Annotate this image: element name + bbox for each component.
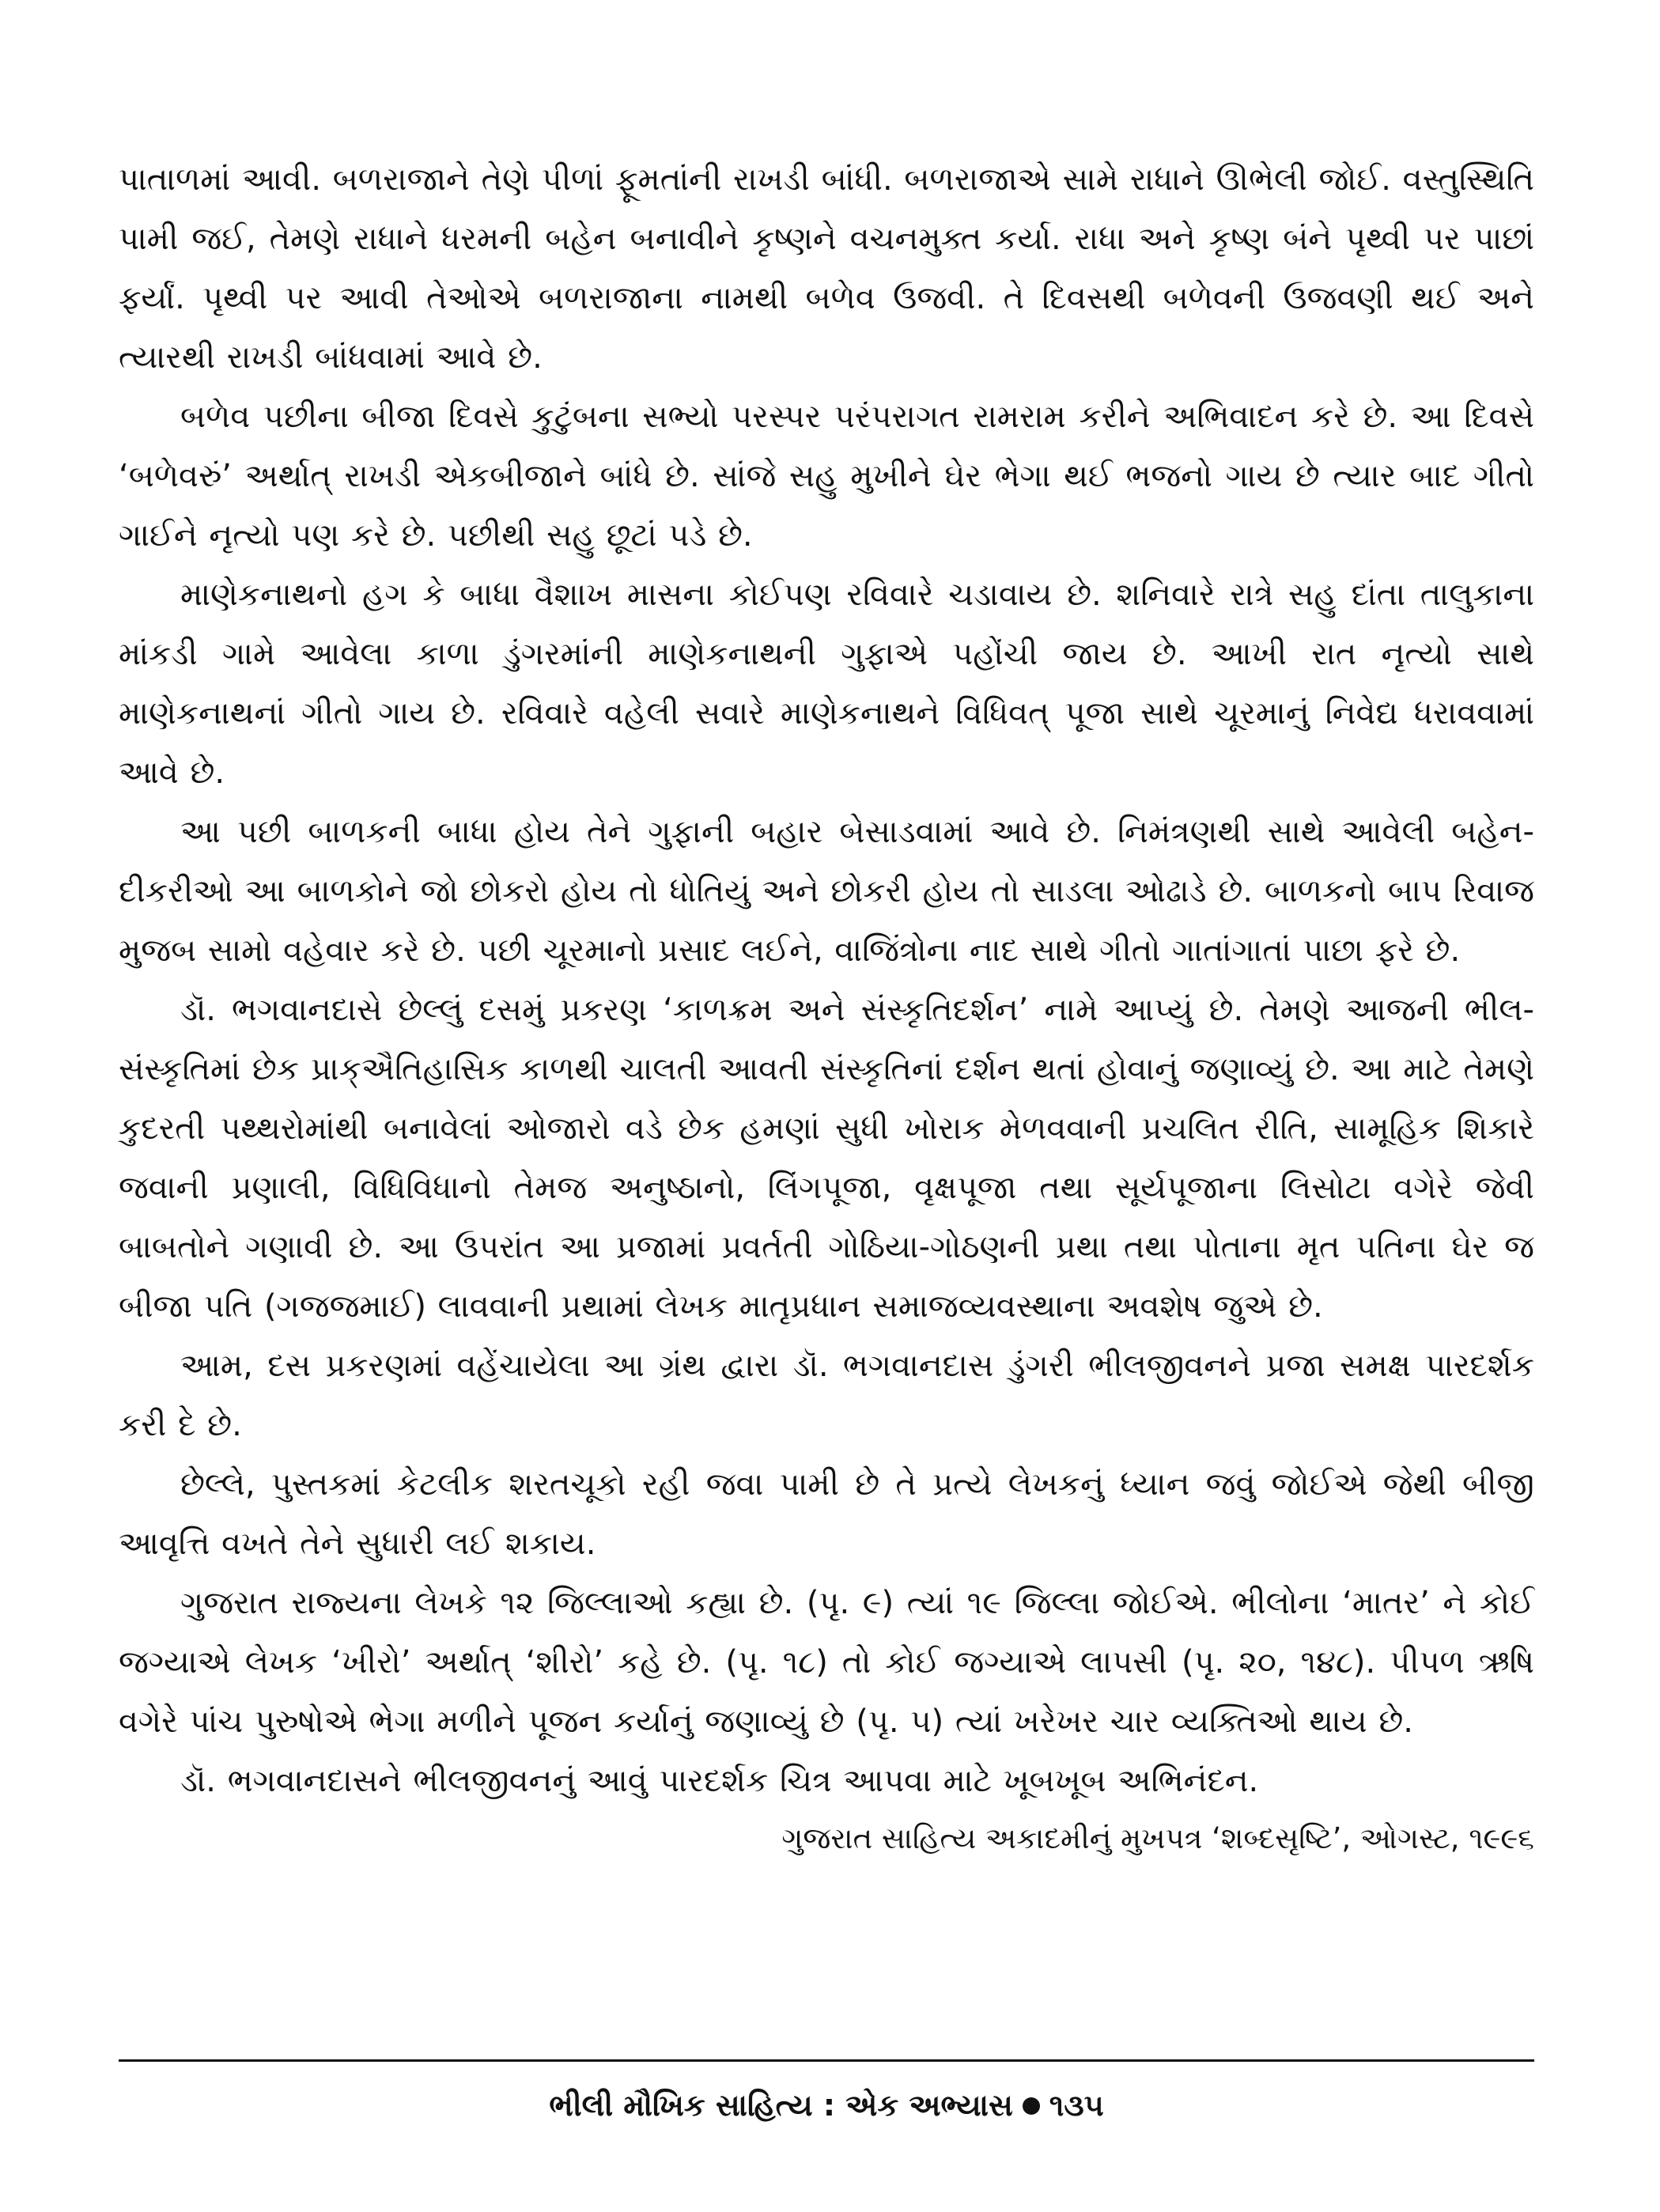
paragraph-5: ડૉ. ભગવાનદાસે છેલ્લું દસમું પ્રકરણ ‘કાળક્રમ અને સંસ્કૃતિદર્શન’ નામે આપ્યું છે. તેમણે આજની ભીલ-સંસ્કૃતિમાં છેક પ્રાક્ઐતિહાસિક કાળથી ચાલતી આવતી સંસ્કૃતિનાં દર્શન થતાં હોવાનું જણાવ્યું છે. આ માટે તેમણે કુદરતી પથ્થરોમાંથી બનાવેલાં ઓજારો વડે છેક હમણાં સુધી ખોરાક મેળવવાની પ્રચલિત રીતિ, સામૂહિક શિકારે જવાની પ્રણાલી, વિધિવિધાનો તેમજ અનુષ્ઠાનો, લિંગપૂજા, વૃક્ષપૂજા તથા સૂર્યપૂજાના લિસોટા વગેરે જેવી બાબતોને ગણાવી છે. આ ઉપરાંત આ પ્રજામાં પ્રવર્તતી ગોઠિયા-ગોઠણની પ્રથા તથા પોતાના મૃત પતિના ઘેર જ બીજા પતિ (ગજજમાઈ) લાવવાની પ્રથામાં લેખક માતૃપ્રધાન સમાજવ્યવસ્થાના અવશેષ જુએ છે.: [119, 992, 1534, 1325]
page-footer: [119, 2082, 1534, 2129]
paragraph-7: છેલ્લે, પુસ્તકમાં કેટલીક શરતચૂકો રહી જવા પામી છે તે પ્રત્યે લેખકનું ધ્યાન જવું જોઈએ જેથી બીજી આવૃત્તિ વખતે તેને સુધારી લઈ શકાય.: [119, 1466, 1534, 1562]
source-citation: ગુજરાત સાહિત્ય અકાદમીનું મુખપત્ર ‘શબ્દસૃષ્ટિ’, ઓગસ્ટ, ૧૯૯૬: [781, 1821, 1534, 1855]
footer-book-title: ભીલી મૌખિક સાહિત્ય : એક અભ્યાસ: [549, 2088, 1013, 2123]
paragraph-9: ડૉ. ભગવાનદાસને ભીલજીવનનું આવું પારદર્શક ચિત્ર આપવા માટે ખૂબખૂબ અભિનંદન.: [180, 1763, 1259, 1799]
paragraph-3: માણેકનાથનો હગ કે બાધા વૈશાખ માસના કોઈપણ રવિવારે ચડાવાય છે. શનિવારે રાત્રે સહુ દાંતા તાલુકાના માંકડી ગામે આવેલા કાળા ડુંગરમાંની માણેકનાથની ગુફાએ પહોંચી જાય છે. આખી રાત નૃત્યો સાથે માણેકનાથનાં ગીતો ગાય છે. રવિવારે વહેલી સવારે માણેકનાથને વિધિવત્ પૂજા સાથે ચૂરમાનું નિવેદ્ય ધરાવવામાં આવે છે.: [119, 577, 1534, 791]
paragraph-8: ગુજરાત રાજ્યના લેખકે ૧૨ જિલ્લાઓ કહ્યા છે. (પૃ. ૯) ત્યાં ૧૯ જિલ્લા જોઈએ. ભીલોના ‘માતર’ ને કોઈ જગ્યાએ લેખક ‘ખીરો’ અર્થાત્ ‘શીરો’ કહે છે. (પૃ. ૧૮) તો કોઈ જગ્યાએ લાપસી (પૃ. ૨૦, ૧૪૮). પીપળ ઋષિ વગેરે પાંચ પુરુષોએ ભેગા મળીને પૂજન કર્યાનું જણાવ્યું છે (પૃ. ૫) ત્યાં ખરેખર ચાર વ્યક્તિઓ થાય છે.: [119, 1585, 1534, 1740]
paragraph-1: પાતાળમાં આવી. બળરાજાને તેણે પીળાં ફૂમતાંની રાખડી બાંધી. બળરાજાએ સામે રાધાને ઊભેલી જોઈ. વસ્તુસ્થિતિ પામી જઈ, તેમણે રાધાને ધરમની બહેન બનાવીને કૃષ્ણને વચનમુક્ત કર્યા. રાધા અને કૃષ્ણ બંને પૃથ્વી પર પાછાં ફર્યાં. પૃથ્વી પર આવી તેઓએ બળરાજાના નામથી બળેવ ઉજવી. તે દિવસથી બળેવની ઉજવણી થઈ અને ત્યારથી રાખડી બાંધવામાં આવે છે.: [119, 161, 1534, 376]
paragraph-6: આમ, દસ પ્રકરણમાં વહેંચાયેલા આ ગ્રંથ દ્વારા ડૉ. ભગવાનદાસ ડુંગરી ભીલજીવનને પ્રજા સમક્ષ પારદર્શક કરી દે છે.: [119, 1348, 1534, 1443]
paragraph-4: આ પછી બાળકની બાધા હોય તેને ગુફાની બહાર બેસાડવામાં આવે છે. નિમંત્રણથી સાથે આવેલી બહેન-દીકરીઓ આ બાળકોને જો છોકરો હોય તો ધોતિયું અને છોકરી હોય તો સાડલા ઓઢાડે છે. બાળકનો બાપ રિવાજ મુજબ સામો વહેવાર કરે છે. પછી ચૂરમાનો પ્રસાદ લઈને, વાજિંત્રોના નાદ સાથે ગીતો ગાતાંગાતાં પાછા ફરે છે.: [119, 814, 1534, 969]
footer-page-number: ૧૩૫: [1049, 2088, 1104, 2123]
paragraph-2: બળેવ પછીના બીજા દિવસે કુટુંબના સભ્યો પરસ્પર પરંપરાગત રામરામ કરીને અભિવાદન કરે છે. આ દિવસે ‘બળેવરું’ અર્થાત્ રાખડી એકબીજાને બાંધે છે. સાંજે સહુ મુખીને ઘેર ભેગા થઈ ભજનો ગાય છે ત્યાર બાદ ગીતો ગાઈને નૃત્યો પણ કરે છે. પછીથી સહુ છૂટાં પડે છે.: [119, 399, 1534, 554]
page-body: [119, 150, 1534, 1866]
footer-divider: [119, 2059, 1534, 2062]
bullet-icon: [1023, 2097, 1040, 2115]
